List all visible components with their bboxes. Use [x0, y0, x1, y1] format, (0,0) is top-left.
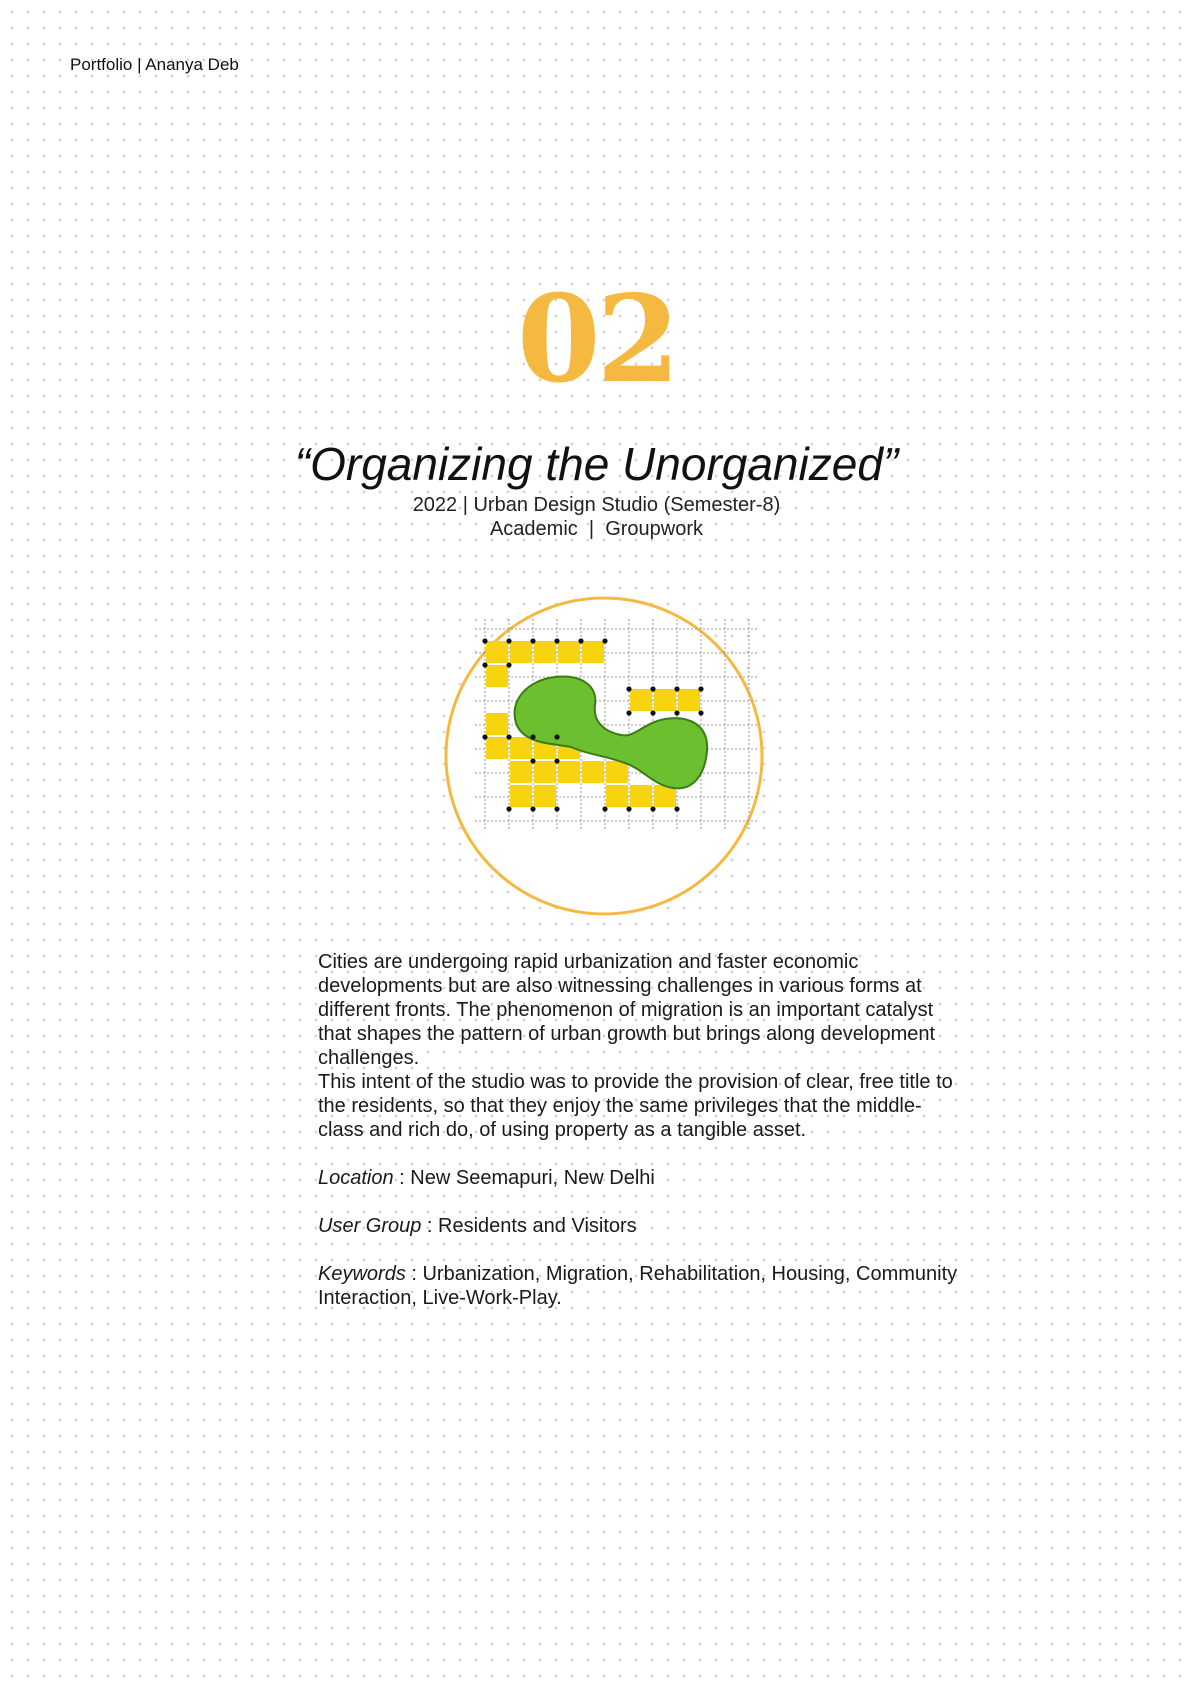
housing-block: [534, 761, 556, 783]
grid-node-dot: [530, 638, 535, 643]
grid-node-dot: [506, 806, 511, 811]
user-group-detail: [318, 1214, 958, 1238]
location-detail: [318, 1166, 958, 1190]
housing-block: [510, 641, 532, 663]
location-value: : New Seemapuri, New Delhi: [393, 1167, 655, 1189]
project-description: [318, 950, 958, 1310]
housing-block: [582, 641, 604, 663]
grid-node-dot: [698, 686, 703, 691]
project-number: 02: [517, 269, 676, 410]
location-label: Location: [318, 1167, 394, 1189]
grid-node-dot: [554, 734, 559, 739]
description-paragraph: This intent of the studio was to provide the provision of clear, free title to the residents, so that they enjoy the same privileges that the middle-class and rich do, of using property as a tangible asset.: [318, 1071, 953, 1141]
keywords-value: : Urbanization, Migration, Rehabilitation, Housing, Community Interaction, Live-Work-Play.: [318, 1263, 958, 1309]
grid-node-dot: [554, 806, 559, 811]
urban-grid-sketch-icon: [443, 595, 765, 917]
grid-node-dot: [482, 734, 487, 739]
grid-node-dot: [506, 662, 511, 667]
grid-node-dot: [506, 638, 511, 643]
grid-node-dot: [530, 758, 535, 763]
housing-block: [510, 761, 532, 783]
grid-node-dot: [674, 806, 679, 811]
grid-node-dot: [698, 710, 703, 715]
housing-block: [486, 665, 508, 687]
grid-node-dot: [626, 710, 631, 715]
housing-block: [606, 761, 628, 783]
grid-node-dot: [554, 758, 559, 763]
grid-node-dot: [602, 638, 607, 643]
grid-node-dot: [530, 734, 535, 739]
housing-block: [582, 761, 604, 783]
grid-node-dot: [674, 710, 679, 715]
housing-block: [654, 689, 676, 711]
grid-node-dot: [674, 686, 679, 691]
grid-node-dot: [506, 734, 511, 739]
housing-block: [510, 785, 532, 807]
portfolio-label: Portfolio | Ananya Deb: [70, 55, 239, 74]
grid-node-dot: [650, 710, 655, 715]
housing-block: [630, 785, 652, 807]
housing-block: [558, 761, 580, 783]
project-meta-year-studio: 2022 | Urban Design Studio (Semester-8): [412, 494, 781, 516]
grid-node-dot: [602, 806, 607, 811]
project-title: “Organizing the Unorganized”: [294, 438, 899, 490]
grid-node-dot: [530, 806, 535, 811]
housing-block: [558, 641, 580, 663]
grid-node-dot: [578, 638, 583, 643]
housing-block: [678, 689, 700, 711]
housing-block: [534, 641, 556, 663]
description-paragraph: Cities are undergoing rapid urbanization and faster economic developments but are also witnessing challenges in various forms at different fronts. The phenomenon of migration is an important catalyst that shapes the pattern of urban growth but brings along development challenges.: [318, 951, 936, 1069]
grid-node-dot: [650, 806, 655, 811]
project-meta-type: Academic | Groupwork: [489, 518, 704, 540]
grid-node-dot: [626, 686, 631, 691]
housing-block: [630, 689, 652, 711]
housing-block: [510, 737, 532, 759]
grid-node-dot: [626, 806, 631, 811]
grid-node-dot: [482, 662, 487, 667]
grid-node-dot: [650, 686, 655, 691]
grid-node-dot: [482, 638, 487, 643]
user-group-value: : Residents and Visitors: [421, 1215, 637, 1237]
grid-node-dot: [554, 638, 559, 643]
housing-block: [534, 785, 556, 807]
user-group-label: User Group: [318, 1215, 422, 1237]
project-meta: [0, 493, 1193, 541]
keywords-detail: [318, 1262, 958, 1310]
keywords-label: Keywords: [318, 1263, 406, 1285]
housing-block: [486, 713, 508, 735]
housing-block: [486, 641, 508, 663]
housing-block: [606, 785, 628, 807]
housing-block: [486, 737, 508, 759]
